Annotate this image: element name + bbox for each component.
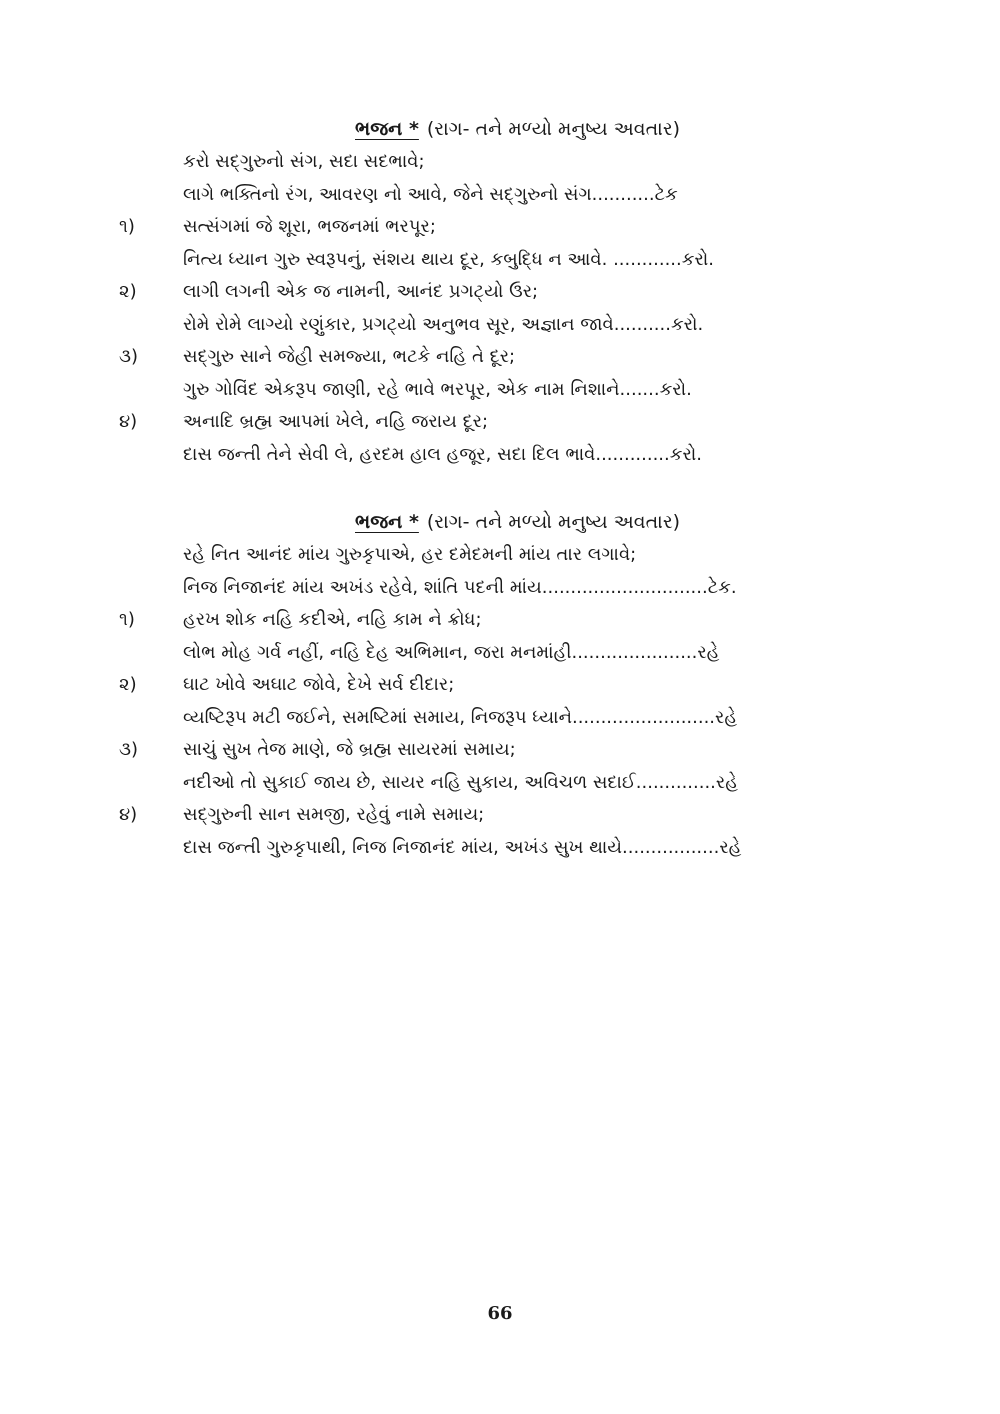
verse-text: હરખ શોક નહિ કદીએ, નહિ કામ ને ક્રોધ; [183,609,482,630]
verse-number: ૨) [119,281,137,302]
bhajan-section-2 [0,505,1000,864]
verse-text: સદ્‌ગુરુ સાને જેહી સમજ્યા, ભટકે નહિ તે દૂર; [183,346,516,367]
verse-line [0,539,1000,572]
verse-text: નિજ નિજાનંદ માંય અખંડ રહેવે, શાંતિ પદની માંય.............................ટેક. [183,576,737,598]
verse-line [0,832,1000,865]
verse-line [0,341,1000,374]
verse-number: ૧) [119,216,135,237]
page-number: 66 [487,1303,513,1324]
verse-line [0,767,1000,800]
bhajan-title: ભજન * [355,118,419,140]
verse-text: રોમે રોમે લાગ્યો રણુંકાર, પ્રગટ્યો અનુભવ સૂર, અજ્ઞાન જાવે..........કરો. [183,313,704,335]
verse-line [0,146,1000,179]
verse-text: દાસ જન્તી તેને સેવી લે, હરદમ હાલ હજૂર, સદા દિલ ભાવે.............કરો. [183,443,702,465]
verse-line [0,734,1000,767]
verse-text: સાચું સુખ તેજ માણે, જે બ્રહ્મ સાયરમાં સમાય; [183,739,516,760]
verse-line [0,309,1000,342]
verse-line [0,572,1000,605]
verse-line [0,406,1000,439]
verse-text: સત્સંગમાં જે શૂરા, ભજનમાં ભરપૂર; [183,216,436,237]
verse-line [0,276,1000,309]
verse-text: રહે નિત આનંદ માંય ગુરુકૃપાએ, હર દમેદમની માંય તાર લગાવે; [183,544,637,565]
verse-number: ૪) [119,804,138,825]
verse-text: નદીઓ તો સુકાઈ જાય છે, સાયર નહિ સુકાય, અવિચળ સદાઈ..............રહે [183,771,739,793]
verse-line [0,637,1000,670]
verse-line [0,244,1000,277]
verse-text: અનાદિ બ્રહ્મ આપમાં ખેલે, નહિ જરાય દૂર; [183,411,489,432]
verse-line [0,374,1000,407]
verse-text: સદ્‌ગુરુની સાન સમજી, રહેવું નામે સમાય; [183,804,485,825]
verse-text: વ્યષ્ટિરૂપ મટી જઈને, સમષ્ટિમાં સમાય, નિજરૂપ ધ્યાને.........................રહે [183,706,738,728]
bhajan-title: ભજન * [355,511,419,533]
verse-line [0,669,1000,702]
bhajan-raga: (રાગ- તને મળ્યો મનુષ્ય અવતાર) [426,118,681,140]
verse-line [0,799,1000,832]
bhajan-section-1 [0,112,1000,471]
bhajan-heading [0,505,1000,539]
verse-text: દાસ જન્તી ગુરુકૃપાથી, નિજ નિજાનંદ માંય, અખંડ સુખ થાયે.................રહે [183,836,742,858]
verse-text: લોભ મોહ ગર્વ નહીં, નહિ દેહ અભિમાન, જરા મનમાંહી......................રહે [183,641,720,663]
verse-number: ૨) [119,674,137,695]
verse-text: નિત્ય ધ્યાન ગુરુ સ્વરૂપનું, સંશય થાય દૂર, કબુદ્ધિ ન આવે. ............કરો. [183,248,714,270]
bhajan-heading [0,112,1000,146]
verse-text: કરો સદ્‌ગુરુનો સંગ, સદા સદભાવે; [183,151,425,172]
verse-text: ઘાટ ખોવે અઘાટ જોવે, દેખે સર્વ દીદાર; [183,674,455,695]
bhajan-raga: (રાગ- તને મળ્યો મનુષ્ય અવતાર) [426,511,681,533]
verse-line [0,702,1000,735]
verse-text: લાગે ભક્તિનો રંગ, આવરણ નો આવે, જેને સદ્‌ગુરુનો સંગ...........ટેક [183,183,678,205]
verse-number: ૩) [119,346,139,367]
verse-number: ૩) [119,739,139,760]
verse-line [0,211,1000,244]
verse-line [0,604,1000,637]
verse-number: ૧) [119,609,135,630]
verse-number: ૪) [119,411,138,432]
verse-line [0,179,1000,212]
verse-text: લાગી લગની એક જ નામની, આનંદ પ્રગટ્યો ઉર; [183,281,539,302]
verse-line [0,439,1000,472]
verse-text: ગુરુ ગોવિંદ એકરૂપ જાણી, રહે ભાવે ભરપૂર, એક નામ નિશાને.......કરો. [183,378,692,400]
